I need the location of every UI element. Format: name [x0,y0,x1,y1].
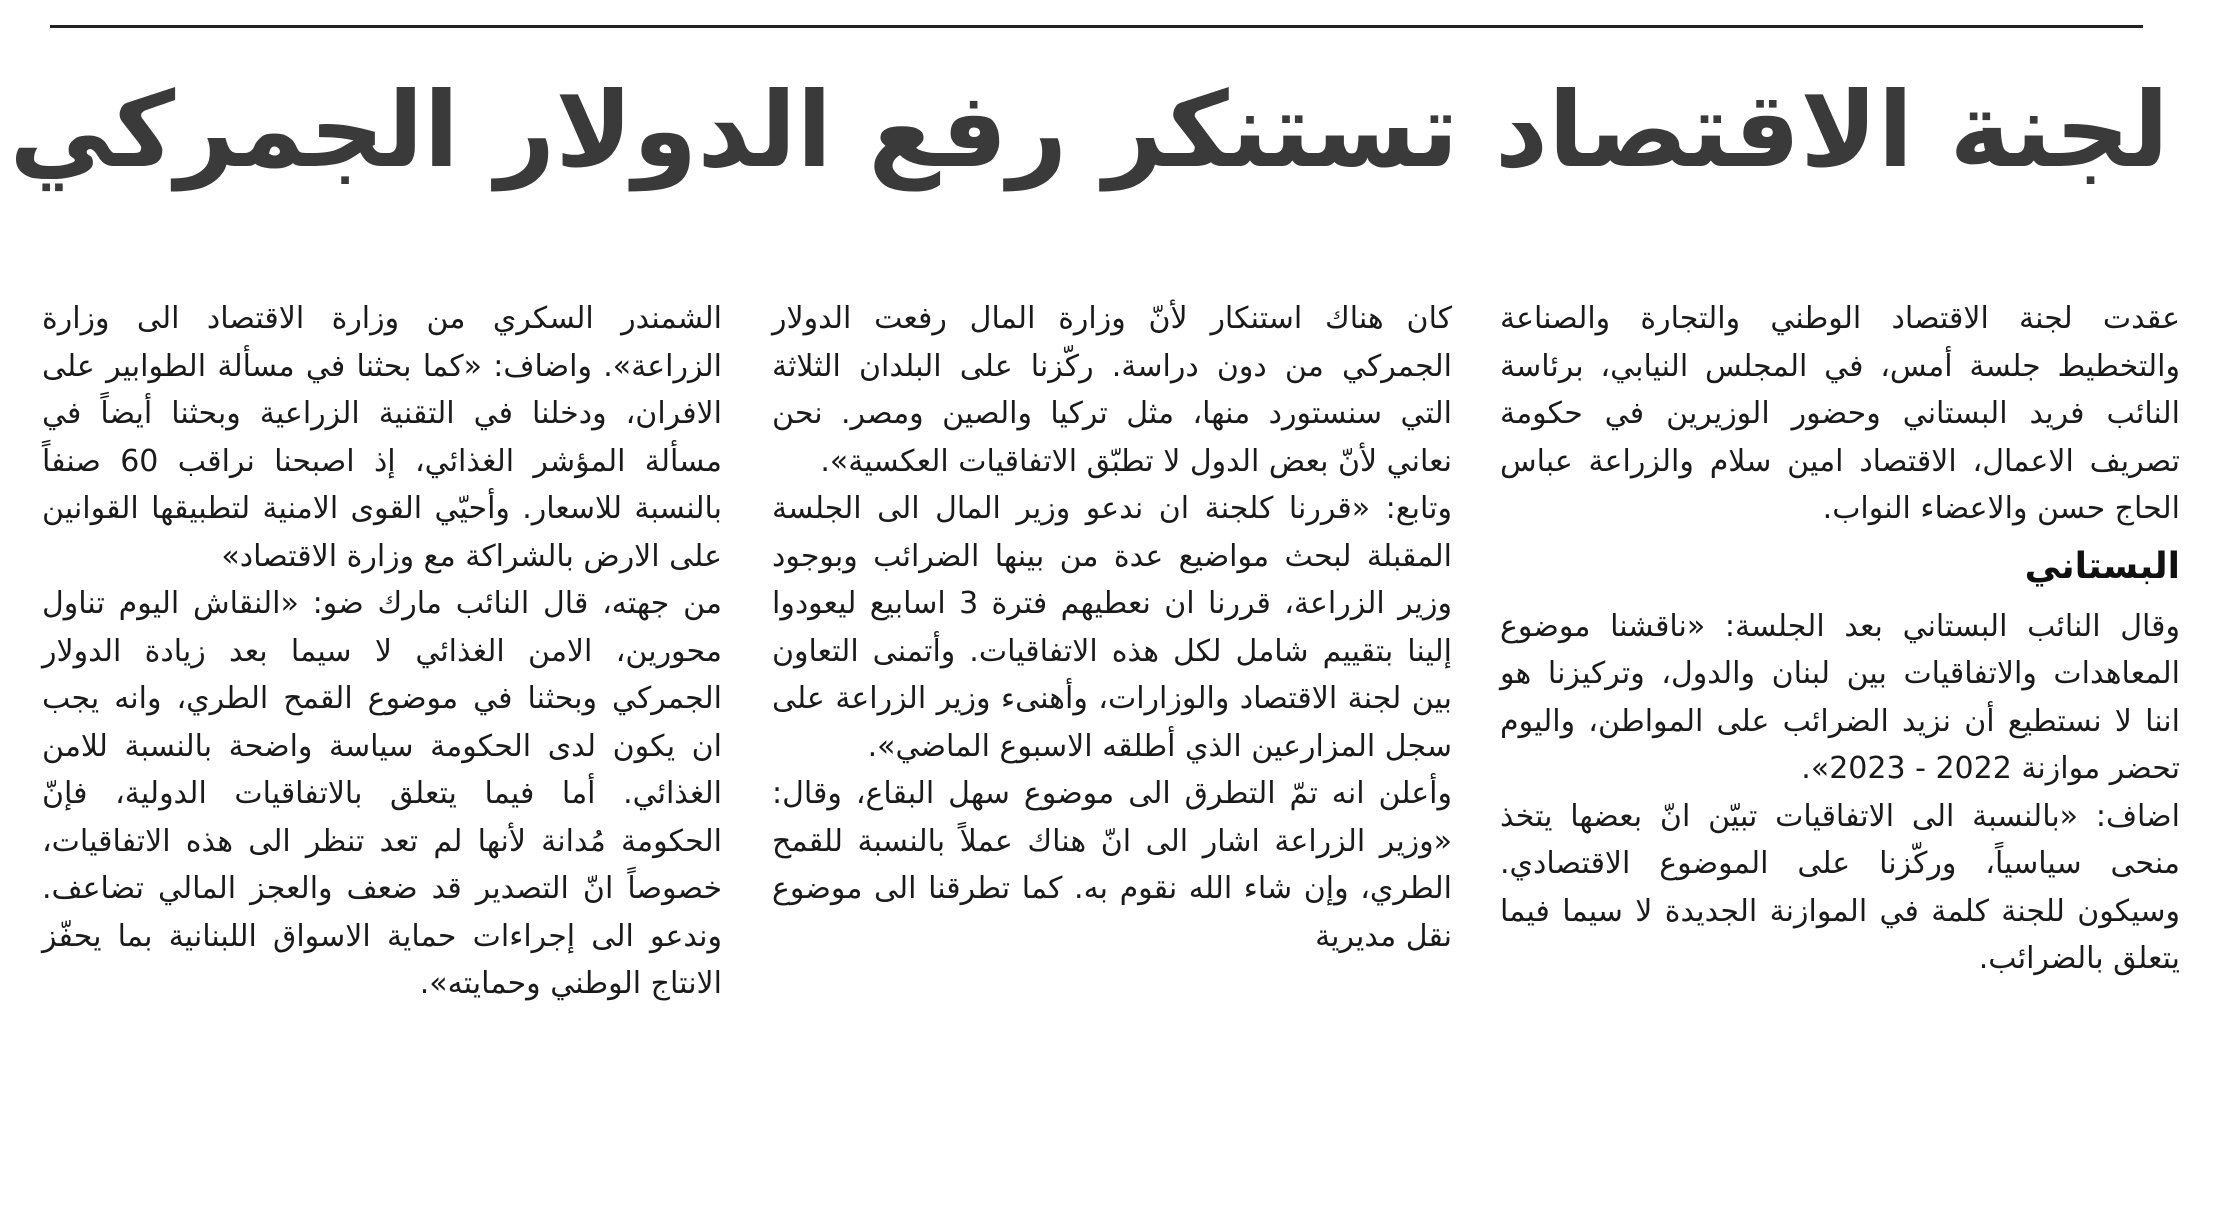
paragraph: من جهته، قال النائب مارك ضو: «النقاش اليوم تناول محورين، الامن الغذائي لا سيما بعد زيادة الدولار الجمركي وبحثنا في موضوع القمح الطري، وانه يجب ان يكون لدى الحكومة سياسة واضحة بالنسبة للامن الغذائي. أما فيما يتعلق بالاتفاقيات الدولية، فإنّ الحكومة مُدانة لأنها لم تعد تنظر الى هذه الاتفاقيات، خصوصاً انّ التصدير قد ضعف والعجز المالي تضاعف. وندعو الى إجراءات حماية الاسواق اللبنانية بما يحفّز الانتاج الوطني وحمايته». [42,586,722,1001]
column-1 [1500,295,2180,983]
paragraph: وتابع: «قررنا كلجنة ان ندعو وزير المال الى الجلسة المقبلة لبحث مواضيع عدة من بينها الضرائب وبوجود وزير الزراعة، قررنا ان نعطيهم فترة 3 اسابيع ليعودوا إلينا بتقييم شامل لكل هذه الاتفاقيات. وأتمنى التعاون بين لجنة الاقتصاد والوزارات، وأهنىء وزير الزراعة على سجل المزارعين الذي أطلقه الاسبوع الماضي». [772,491,1452,764]
paragraph: كان هناك استنكار لأنّ وزارة المال رفعت الدولار الجمركي من دون دراسة. ركّزنا على البلدان الثلاثة التي سنستورد منها، مثل تركيا والصين ومصر. نحن نعاني لأنّ بعض الدول لا تطبّق الاتفاقيات العكسية». [772,301,1452,479]
paragraph: الشمندر السكري من وزارة الاقتصاد الى وزارة الزراعة». واضاف: «كما بحثنا في مسألة الطوابير على الافران، ودخلنا في التقنية الزراعية وبحثنا أيضاً في مسألة المؤشر الغذائي، إذ اصبحنا نراقب 60 صنفاً بالنسبة للاسعار. وأحيّي القوى الامنية لتطبيقها القوانين على الارض بالشراكة مع وزارة الاقتصاد» [42,301,723,574]
paragraph: وأعلن انه تمّ التطرق الى موضوع سهل البقاع، وقال: «وزير الزراعة اشار الى انّ هناك عملاً بالنسبة للقمح الطري، وإن شاء الله نقوم به. كما تطرقنا الى موضوع نقل مديرية [772,776,1452,954]
paragraph: وقال النائب البستاني بعد الجلسة: «ناقشنا موضوع المعاهدات والاتفاقيات بين لبنان والدول، وتركيزنا هو اننا لا نستطيع أن نزيد الضرائب على المواطن، واليوم تحضر موازنة 2022 - 2023». [1500,608,2180,786]
article-body [40,295,2180,1195]
column-2 [772,295,1452,960]
article-headline: لجنة الاقتصاد تستنكر رفع الدولار الجمركي [9,69,2169,191]
column-3 [42,295,722,1008]
subheading: البستاني [2024,545,2180,587]
paragraph: عقدت لجنة الاقتصاد الوطني والتجارة والصناعة والتخطيط جلسة أمس، في المجلس النيابي، برئاسة النائب فريد البستاني وحضور الوزيرين في حكومة تصريف الاعمال، الاقتصاد امين سلام والزراعة عباس الحاج حسن والاعضاء النواب. [1500,301,2180,526]
paragraph: اضاف: «بالنسبة الى الاتفاقيات تبيّن انّ بعضها يتخذ منحى سياسياً، وركّزنا على الموضوع الاقتصادي. وسيكون للجنة كلمة في الموازنة الجديدة لا سيما فيما يتعلق بالضرائب. [1500,798,2180,976]
top-rule [50,25,2143,28]
